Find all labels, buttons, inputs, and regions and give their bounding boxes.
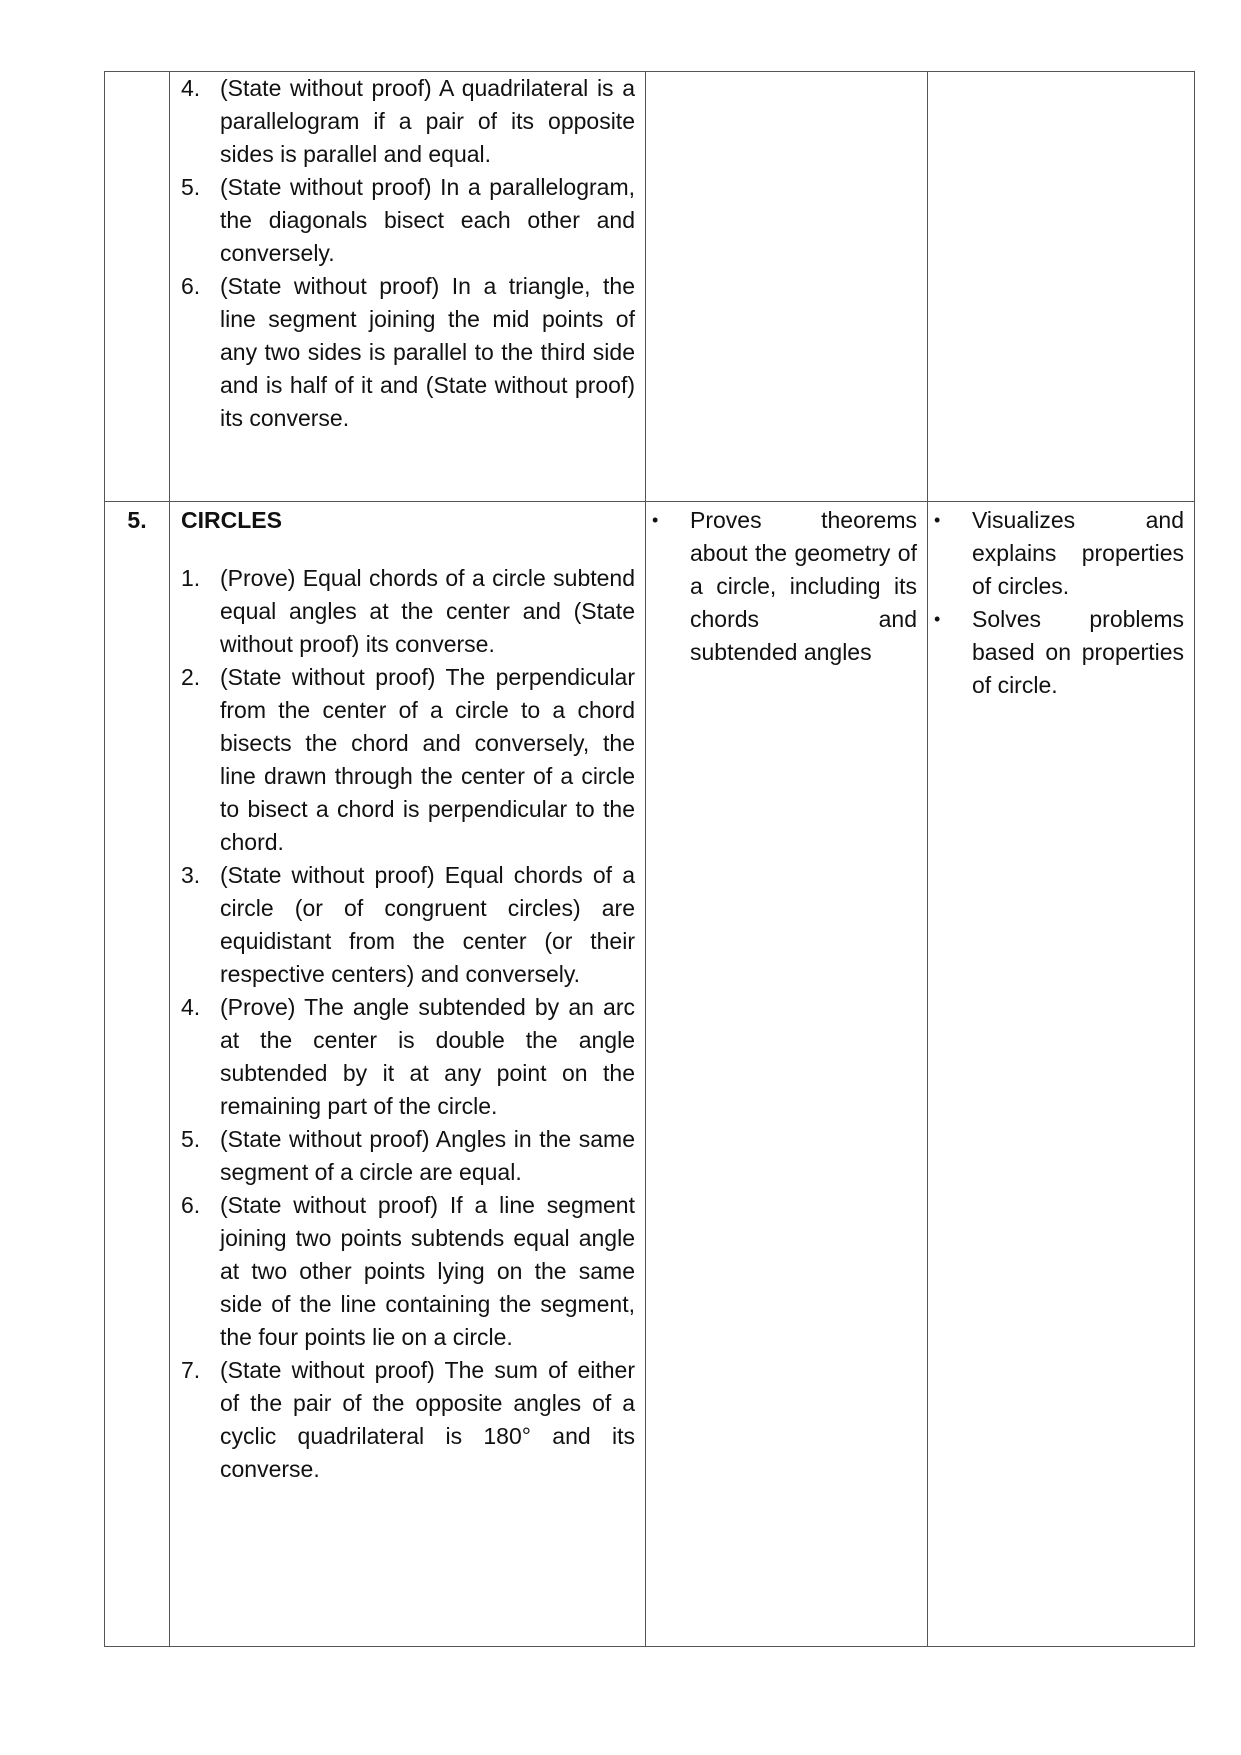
list-item xyxy=(181,270,635,435)
item-text: (State without proof) If a line segment joining two points subtends equal angle at two other points lying on the same side of the line containing the segment, the four points lie on a circle. xyxy=(220,1192,635,1350)
item-number: 4. xyxy=(181,75,201,101)
item-number: 7. xyxy=(181,1357,201,1383)
sno-cell xyxy=(105,72,170,502)
item-text: (State without proof) Angles in the same segment of a circle are equal. xyxy=(220,1126,635,1185)
competencies-cell xyxy=(646,502,928,1647)
list-item xyxy=(652,504,917,669)
item-number: 3. xyxy=(181,862,201,888)
item-number: 6. xyxy=(181,1192,201,1218)
list-item xyxy=(181,72,635,171)
unit-title: CIRCLES xyxy=(181,507,282,533)
item-number: 2. xyxy=(181,664,201,690)
list-item xyxy=(181,1123,635,1189)
contents-cell xyxy=(170,72,646,502)
competency-list xyxy=(646,504,927,669)
contents-cell xyxy=(170,502,646,1647)
item-text: (State without proof) In a triangle, the line segment joining the mid points of any two sides is parallel to the third side and is half of it and (State without proof) its converse. xyxy=(220,273,635,431)
outcome-text: Visualizes and explains properties of circles. xyxy=(972,507,1184,599)
list-item xyxy=(181,1189,635,1354)
item-text: (State without proof) The perpendicular from the center of a circle to a chord bisects the chord and conversely, the line drawn through the center of a circle to bisect a chord is perpendicular to the chord. xyxy=(220,664,635,855)
list-item xyxy=(181,562,635,661)
list-item xyxy=(181,991,635,1123)
list-item xyxy=(181,661,635,859)
sno-cell: 5. xyxy=(105,502,170,1647)
outcomes-cell xyxy=(928,502,1195,1647)
list-item xyxy=(934,603,1184,702)
topic-list xyxy=(181,562,635,1486)
competency-text: Proves theorems about the geometry of a circle, including its chords and subtended angles xyxy=(690,507,917,665)
item-number: 5. xyxy=(181,1126,201,1152)
syllabus-table xyxy=(104,71,1195,1647)
item-number: 1. xyxy=(181,565,201,591)
item-text: (State without proof) A quadrilateral is a parallelogram if a pair of its opposite sides is parallel and equal. xyxy=(220,75,635,167)
table-row xyxy=(105,72,1195,502)
table-row xyxy=(105,502,1195,1647)
bullet-icon: • xyxy=(652,510,659,530)
list-item xyxy=(181,171,635,270)
item-text: (State without proof) The sum of either of the pair of the opposite angles of a cyclic quadrilateral is 180° and its converse. xyxy=(220,1357,635,1482)
item-number: 4. xyxy=(181,994,201,1020)
list-item xyxy=(181,1354,635,1486)
item-text: (Prove) Equal chords of a circle subtend equal angles at the center and (State without proof) its converse. xyxy=(220,565,635,657)
item-text: (State without proof) In a parallelogram, the diagonals bisect each other and conversely. xyxy=(220,174,635,266)
outcome-list xyxy=(928,504,1194,702)
list-item xyxy=(934,504,1184,603)
item-text: (State without proof) Equal chords of a circle (or of congruent circles) are equidistant from the center (or their respective centers) and conversely. xyxy=(220,862,635,987)
competencies-cell xyxy=(646,72,928,502)
item-number: 6. xyxy=(181,273,201,299)
outcome-text: Solves problems based on properties of circle. xyxy=(972,606,1184,698)
bullet-icon: • xyxy=(934,609,941,629)
list-item xyxy=(181,859,635,991)
item-text: (Prove) The angle subtended by an arc at the center is double the angle subtended by it at any point on the remaining part of the circle. xyxy=(220,994,635,1119)
bullet-icon: • xyxy=(934,510,941,530)
outcomes-cell xyxy=(928,72,1195,502)
topic-list xyxy=(181,72,635,435)
item-number: 5. xyxy=(181,174,201,200)
